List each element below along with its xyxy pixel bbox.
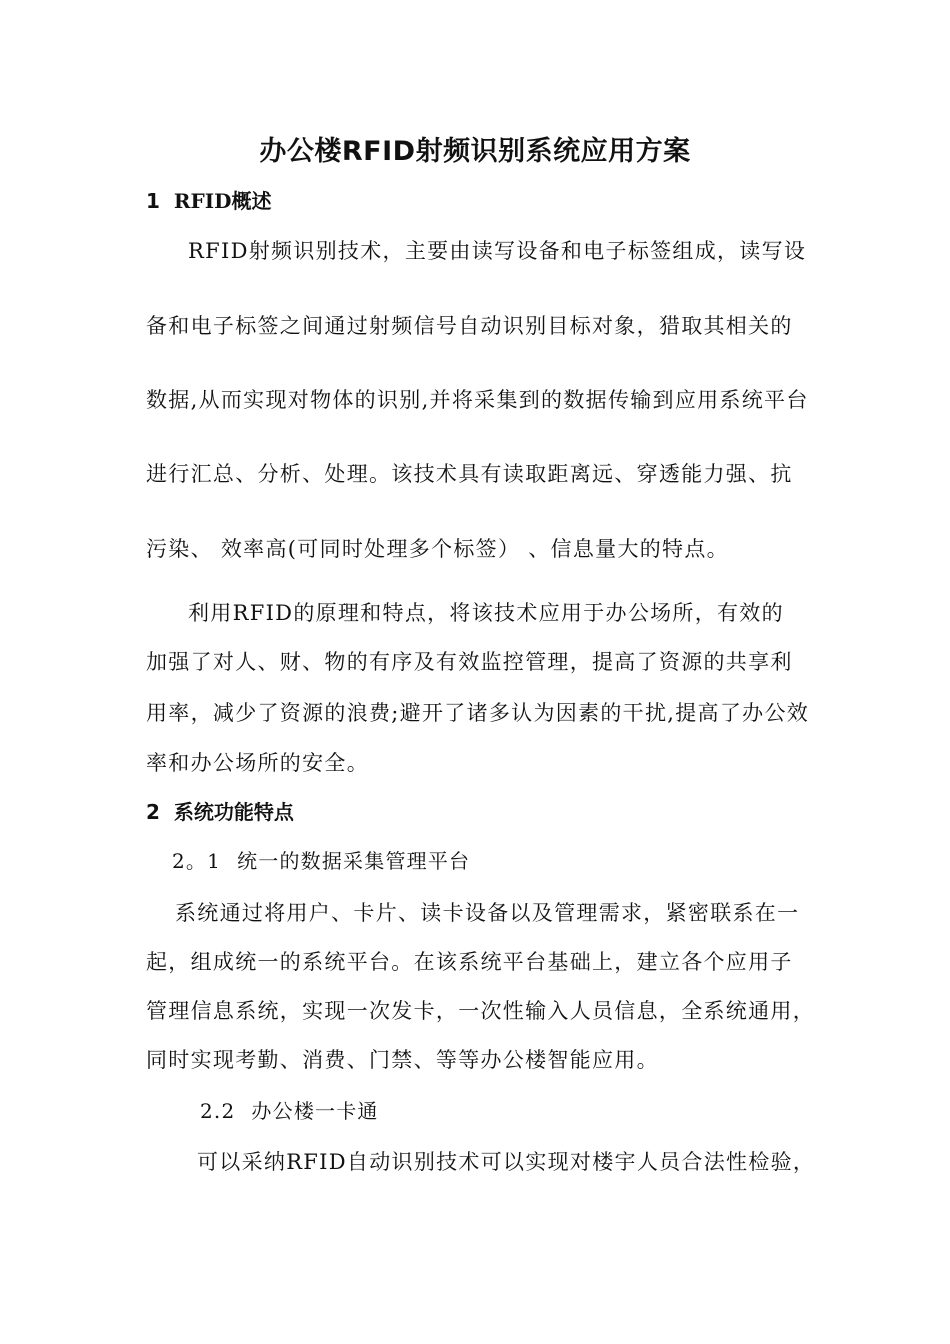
s2-1-line-1: 系统通过将用户、卡片、读卡设备以及管理需求，紧密联系在一 — [175, 901, 800, 925]
s1-p1-line-2: 备和电子标签之间通过射频信号自动识别目标对象，猎取其相关的 — [146, 314, 793, 338]
document-title: 办公楼RFID射频识别系统应用方案 — [259, 136, 691, 167]
s2-1-line-4: 同时实现考勤、消费、门禁、等等办公楼智能应用。 — [146, 1048, 659, 1072]
section-1-number: 1 — [146, 189, 160, 213]
section-1-heading — [146, 186, 271, 216]
subsection-2-2-number: 2.2 — [200, 1099, 236, 1123]
section-2-title: 系统功能特点 — [173, 800, 294, 824]
subsection-2-1-number: 2。1 — [172, 849, 222, 873]
subsection-2-2-title: 办公楼一卡通 — [251, 1099, 379, 1123]
s2-1-line-2: 起，组成统一的系统平台。在该系统平台基础上，建立各个应用子 — [146, 950, 793, 974]
s1-p2-line-2: 加强了对人、财、物的有序及有效监控管理，提高了资源的共享利 — [146, 650, 793, 674]
subsection-2-2-heading — [200, 1096, 379, 1126]
s1-p2-line-3: 用率，减少了资源的浪费;避开了诸多认为因素的干扰,提高了办公效 — [146, 701, 810, 725]
s1-p1-line-5: 污染、 效率高(可同时处理多个标签） 、信息量大的特点。 — [146, 537, 729, 561]
s1-p2-line-1: 利用RFID的原理和特点，将该技术应用于办公场所，有效的 — [188, 601, 784, 625]
s1-p1-line-1: RFID射频识别技术，主要由读写设备和电子标签组成，读写设 — [188, 239, 807, 263]
s1-p2-line-4: 率和办公场所的安全。 — [146, 751, 369, 775]
section-1-title: RFID概述 — [173, 189, 272, 213]
section-2-number: 2 — [146, 800, 160, 824]
s2-1-line-3: 管理信息系统，实现一次发卡，一次性输入人员信息，全系统通用， — [146, 999, 815, 1023]
s1-p1-line-4: 进行汇总、分析、处理。该技术具有读取距离远、穿透能力强、抗 — [146, 462, 793, 486]
s1-p1-line-3: 数据,从而实现对物体的识别,并将采集到的数据传输到应用系统平台 — [146, 388, 809, 412]
subsection-2-1-title: 统一的数据采集管理平台 — [237, 849, 471, 873]
subsection-2-1-heading — [172, 846, 470, 876]
s2-2-line-1: 可以采纳RFID自动识别技术可以实现对楼宇人员合法性检验， — [197, 1150, 816, 1174]
section-2-heading — [146, 797, 294, 827]
